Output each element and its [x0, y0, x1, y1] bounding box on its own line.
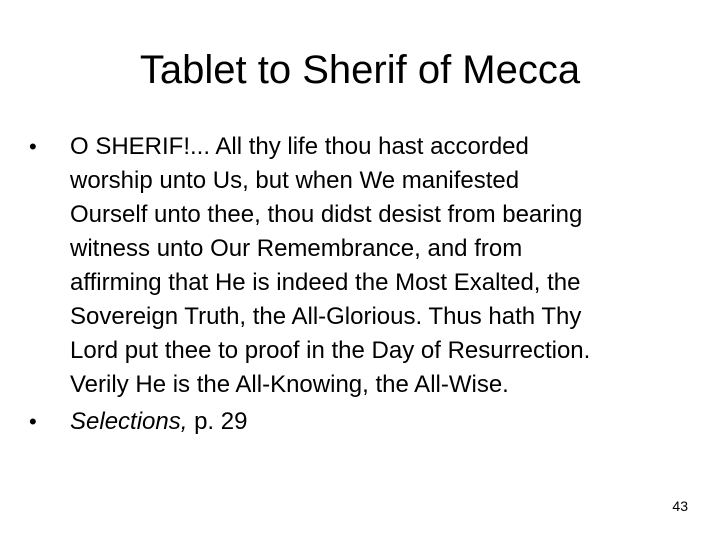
slide-title: Tablet to Sherif of Mecca: [139, 48, 581, 92]
page-number: 43: [672, 498, 688, 514]
source-page: p. 29: [187, 408, 248, 435]
quote-line-8: Verily He is the All-Knowing, the All-Wise.: [70, 371, 509, 398]
bullet-marker: •: [29, 409, 37, 434]
quote-line-1: O SHERIF!... All thy life thou hast accorded: [70, 133, 529, 160]
source-citation: [70, 405, 247, 439]
quote-line-5: affirming that He is indeed the Most Exalted, the: [70, 269, 581, 296]
quote-line-2: worship unto Us, but when We manifested: [70, 167, 520, 194]
quote-line-4: witness unto Our Remembrance, and from: [70, 235, 523, 262]
source-title: Selections,: [70, 408, 188, 435]
quote-line-3: Ourself unto thee, thou didst desist from bearing: [70, 201, 583, 228]
quote-line-6: Sovereign Truth, the All-Glorious. Thus hath Thy: [70, 303, 582, 330]
quote-line-7: Lord put thee to proof in the Day of Resurrection.: [70, 337, 591, 364]
bullet-marker: •: [29, 134, 37, 159]
